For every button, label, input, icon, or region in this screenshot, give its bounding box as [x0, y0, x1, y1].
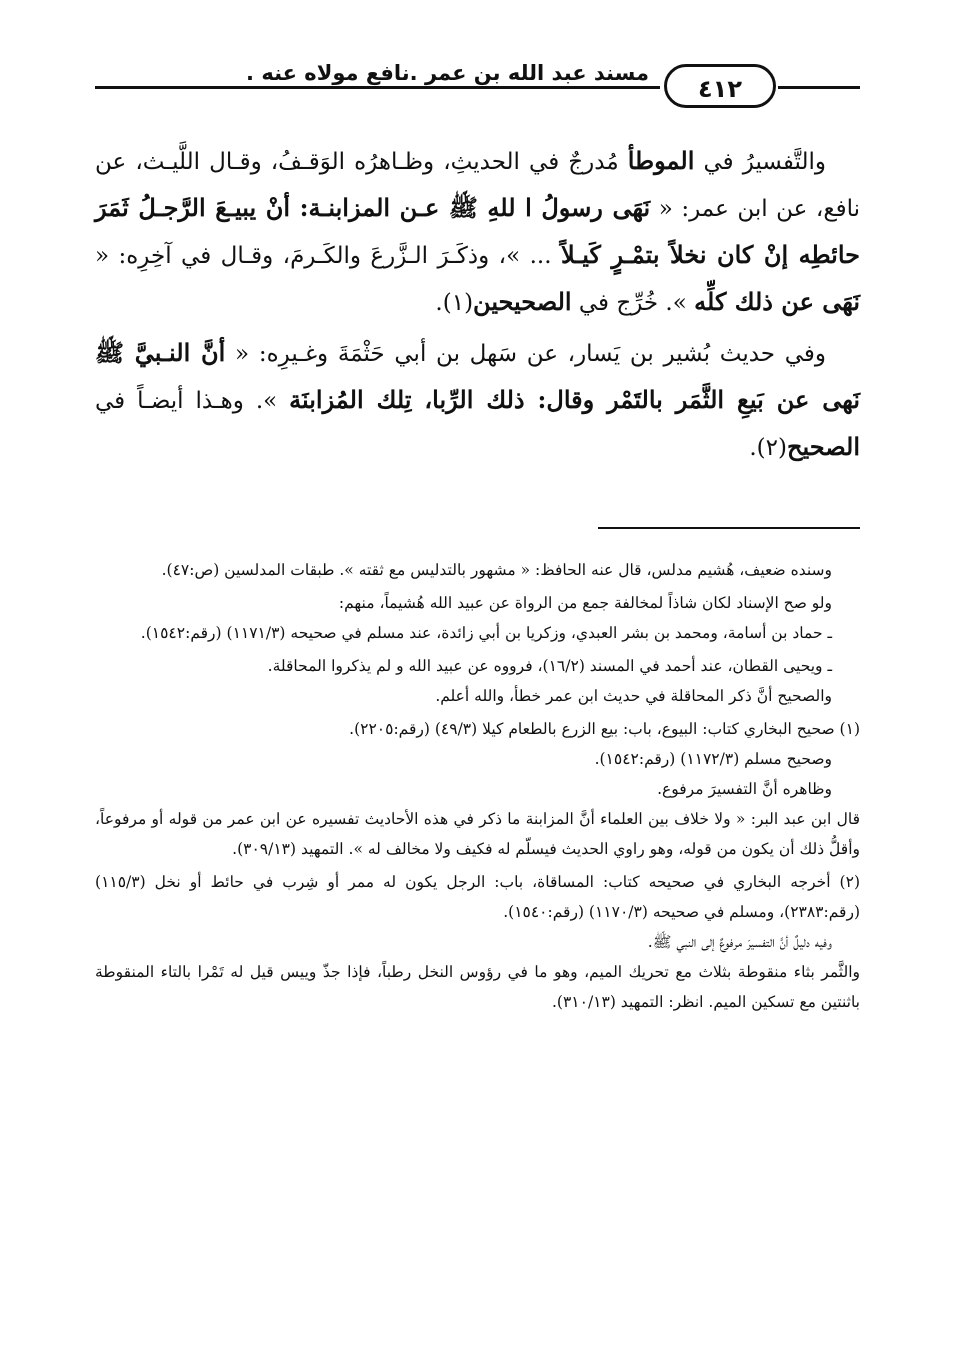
- footnote-ref: (١).: [435, 290, 474, 316]
- footnote-1: (١) صحيح البخاري كتاب: البيوع، باب: بيع الزرع بالطعام كيلا (٤٩/٣) (رقم:٢٢٠٥).: [349, 720, 860, 738]
- text-span: ... »، وذكَـرَ الـزَّرعَ والكَـرمَ، وقـال في آخِرِه: «: [95, 243, 561, 269]
- footnote-line: قال ابن عبد البر: « ولا خلاف بين العلماء أنَّ المزابنة ما ذكر في هذه الأحاديث تفسيره عن ابن عمر من قوله أو مرفوعاً، وأقلُّ ذلك أن يكون من قوله، وهو راوي الحديث فيسلّم له فكيف ولا مخالف له ». التمهيد (٣٠٩/١٣).: [95, 810, 860, 858]
- footnote-line: والثَّمر بثاء منقوطة بثلاث مع تحريك الميم، وهو ما في رؤوس النخل رطباً، فإذا جذّ وييس قيل له تَمْرا بالتاء المنقوطة باثنتين مع تسكين الميم. انظر: التمهيد (٣١٠/١٣).: [95, 963, 860, 1011]
- hadith-quote: نَهَى عن ذلك كلِّه: [694, 287, 860, 316]
- footnote-line: ولو صح الإسناد لكان شاذاً لمخالفة جمع من الرواة عن عبيد الله هُشيماً، منهم:: [338, 594, 832, 612]
- running-header: [95, 62, 860, 112]
- text-span: والتَّفسيرُ في: [694, 149, 826, 175]
- header-rule-right: [778, 86, 860, 89]
- header-rule-left: [95, 86, 660, 89]
- main-text: [95, 138, 860, 471]
- footnotes: [95, 555, 860, 1017]
- hadith-quote: أنَّ النـبيَّ ﷺ نَهى عن بَيعِ الثَّمَر بالتَمْر وقال: ذلك الرِّبا، تِلك المُزابنَة: [95, 338, 860, 414]
- text-span: ». خُرِّج في: [571, 290, 695, 316]
- paragraph-1: [95, 138, 860, 326]
- footnote-line: والصحيح أنَّ ذكر المحاقلة في حديث ابن عمر خطأ، والله أعلم.: [435, 687, 832, 705]
- footnote-ref: (٢).: [749, 435, 787, 461]
- bold-span: الموطأ: [627, 146, 695, 175]
- header-title: [95, 61, 655, 85]
- bold-span: الصحيح: [786, 432, 860, 461]
- text-span: مُدرجٌ في الحديثِ، وظـاهرُه الوَقـفُ، وقـال اللَّيـث، عن نافع، عن ابن عمر: «: [95, 149, 861, 222]
- footnote-line: ـ حماد بن أسامة، ومحمد بن بشر العبدي، وزكريا بن أبي زائدة، عند مسلم في صحيحه (١١٧١/٣) (رقم:١٥٤٢).: [140, 624, 832, 642]
- text-span: ». وهـذا أيضـاً في: [95, 388, 290, 414]
- footnote-line: وظاهره أنَّ التفسيرَ مرفوع.: [657, 780, 832, 798]
- header-title-text: مسند عبد الله بن عمر .نافع مولاه عنه .: [240, 61, 655, 85]
- footnote-line: وصحيح مسلم (١١٧٢/٣) (رقم:١٥٤٢).: [594, 750, 832, 768]
- footnote-line: ـ ويحيى القطان، عند أحمد في المسند (١٦/٢)، فرووه عن عبيد الله و لم يذكروا المحاقلة.: [267, 657, 832, 675]
- footnote-line: وسنده ضعيف، هُشيم مدلس، قال عنه الحافظ: « مشهور بالتدليس مع ثقته ». طبقات المدلسين (ص:٤٧).: [161, 561, 832, 579]
- footnote-separator: [598, 527, 860, 529]
- page-number: ٤١٢: [664, 64, 776, 108]
- hadith-quote: نَهَى رسولُ ا للهِ ﷺ عـن المزابنـة: أنْ يبيـعَ الرَّجـلُ ثَمَرَ حائطِه إنْ كان نخلاً بتمْـرٍ كَيـلاً: [95, 193, 860, 269]
- footnote-line: وفيه دليلٌ أنَّ التفسيرَ مرفوعٌ إلى النبي ﷺ.: [647, 933, 832, 951]
- bold-span: الصحيحين: [473, 287, 572, 316]
- footnote-2: (٢) أخرجه البخاري في صحيحه كتاب: المساقاة، باب: الرجل يكون له ممر أو شِرب في حائط أو نخل (١١٥/٣) (رقم:٢٣٨٣)، ومسلم في صحيحه (١١٧٠/٣) (رقم:١٥٤٠).: [95, 873, 860, 921]
- text-span: وفي حديث بُشير بن يَسار، عن سَهل بن أبي حَثْمَةَ وغـيرِه: «: [225, 341, 826, 367]
- paragraph-2: [95, 330, 860, 471]
